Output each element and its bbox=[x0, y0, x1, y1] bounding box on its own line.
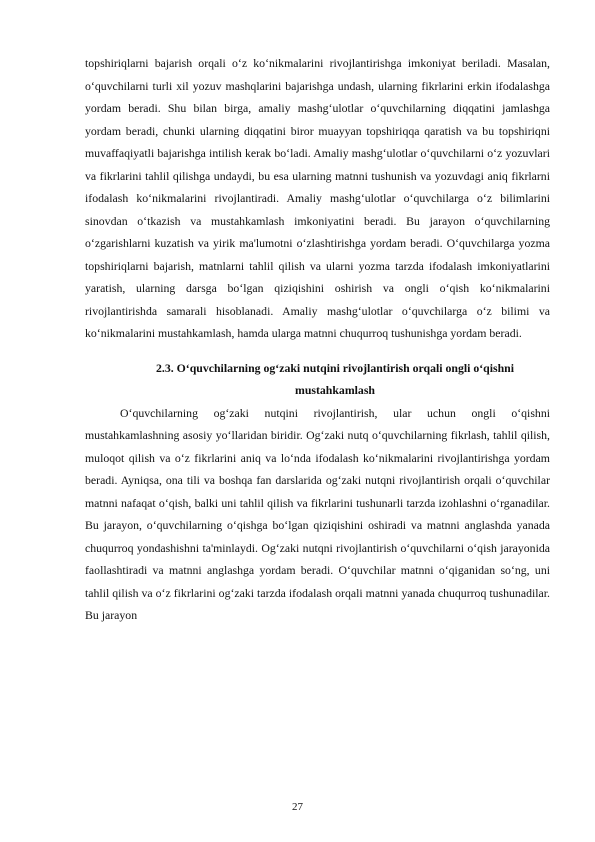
body-paragraph-1: topshiriqlarni bajarish orqali o‘z ko‘nikmalarini rivojlantirishga imkoniyat beriladi. Masalan, o‘quvchilarni turli xil yozuv mashqlarini bajarishga undash, ularning fikrlarini erkin ifodalashga yordam beradi. Shu bilan birga, amaliy mashg‘ulotlar o‘quvchilarning diqqatini jamlashga yordam beradi, chunki ularning diqqatini biror muayyan topshiriqqa qaratish va bu topshiriqni muvaffaqiyatli bajarishga intilish kerak bo‘ladi. Amaliy mashg‘ulotlar o‘quvchilarni o‘z yozuvlari va fikrlarini tahlil qilishga undaydi, bu esa ularning matnni tushunish va yozuvdagi aniq fikrlarni ifodalash ko‘nikmalarini rivojlantiradi. Amaliy mashg‘ulotlar o‘quvchilarga o‘z bilimlarini sinovdan o‘tkazish va mustahkamlash imkoniyatini beradi. Bu jarayon o‘quvchilarning o‘zgarishlarni kuzatish va yirik ma'lumotni o‘zlashtirishga yordam beradi. O‘quvchilarga yozma topshiriqlarni bajarish, matnlarni tahlil qilish va ularni yozma tarzda ifodalash imkoniyatlarini yaratish, ularning darsga bo‘lgan qiziqishini oshirish va ongli o‘qish ko‘nikmalarini rivojlantirishda samarali hisoblanadi. Amaliy mashg‘ulotlar o‘quvchilarga o‘z bilimi va ko‘nikmalarini mustahkamlash, hamda ularga matnni chuqurroq tushunishga yordam beradi. bbox=[85, 56, 550, 340]
body-paragraph-2: O‘quvchilarning og‘zaki nutqini rivojlantirish, ular uchun ongli o‘qishni mustahkamlashning asosiy yo‘llaridan biridir. Og‘zaki nutq o‘quvchilarning fikrlash, tahlil qilish, muloqot qilish va o‘z fikrlarini aniq va lo‘nda ifodalash ko‘nikmalarini rivojlantirishga yordam beradi. Ayniqsa, ona tili va boshqa fan darslarida og‘zaki nutqni rivojlantirish orqali o‘quvchilar matnni nafaqat o‘qish, balki uni tahlil qilish va fikrlarini tushunarli tarzda izohlashni o‘rganadilar. Bu jarayon, o‘quvchilarning o‘qishga bo‘lgan qiziqishini oshiradi va matnni anglashda yanada chuqurroq yondashishni ta'minlaydi. Og‘zaki nutqni rivojlantirish o‘quvchilarni o‘qish jarayonida faollashtiradi va matnni anglashga yordam beradi. O‘quvchilar matnni o‘qiganidan so‘ng, uni tahlil qilish va o‘z fikrlarini og‘zaki tarzda ifodalash orqali matnni yanada chuqurroq tushunadilar. Bu jarayon bbox=[85, 405, 550, 622]
section-heading: 2.3. O‘quvchilarning og‘zaki nutqini rivojlantirish orqali ongli o‘qishni mustahkamlash bbox=[155, 360, 515, 397]
page-content bbox=[85, 52, 550, 627]
page-number: 27 bbox=[292, 801, 303, 813]
